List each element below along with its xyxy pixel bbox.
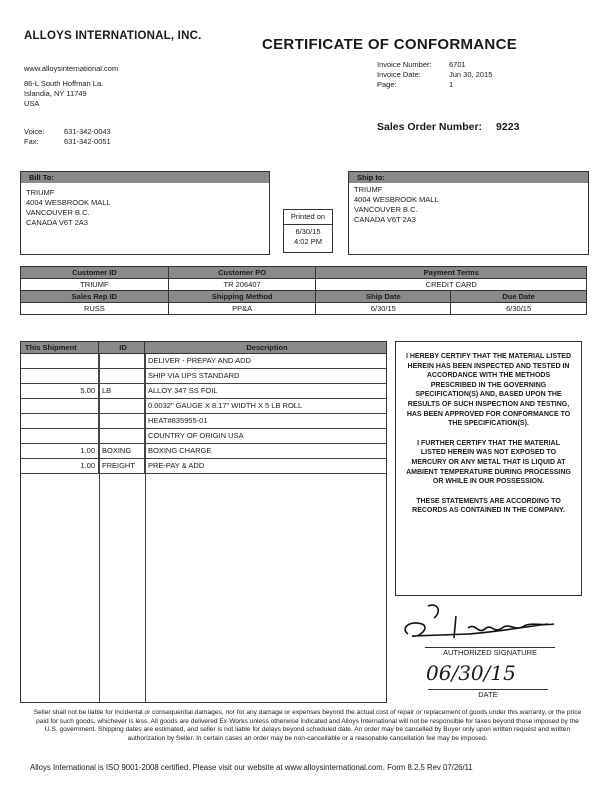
- invoice-date: Jun 30, 2015: [449, 70, 493, 79]
- fax-number: 631-342-0051: [64, 137, 111, 146]
- invoice-info: [377, 60, 492, 90]
- printed-on-label: Printed on: [284, 210, 332, 225]
- invoice-number-label: Invoice Number:: [377, 60, 432, 69]
- line-item-row: [21, 369, 386, 384]
- invoice-number: 6701: [449, 60, 466, 69]
- header-customer-id: Customer ID: [21, 267, 169, 279]
- line-item-unit: [99, 399, 145, 413]
- cert-paragraph-2: I FURTHER CERTIFY THAT THE MATERIAL LISTED HEREIN WAS NOT EXPOSED TO MERCURY OR ANY METAL THAT IS LIQUID AT AMBIENT TEMPERATURE DURING PROCESSING OR WHILE IN OUR POSSESSION.: [406, 439, 571, 486]
- page-number: 1: [449, 80, 454, 89]
- line-item-row: [21, 384, 386, 399]
- line-item-qty: [21, 414, 99, 428]
- line-items-header: [21, 342, 386, 354]
- address-line2: Islandia, NY 11749: [24, 89, 87, 98]
- line-item-qty: [21, 429, 99, 443]
- fax-label: Fax:: [24, 137, 39, 146]
- line-item-description: HEAT#835955-01: [148, 416, 208, 425]
- company-address: [24, 64, 118, 109]
- line-items-table: [20, 341, 387, 703]
- line-item-unit: [99, 429, 145, 443]
- line-item-description: DELIVER - PREPAY AND ADD: [148, 356, 251, 365]
- invoice-date-label: Invoice Date:: [377, 70, 421, 79]
- line-item-row: [21, 429, 386, 444]
- bill-to-line: 4004 WESBROOK MALL: [26, 198, 111, 207]
- cert-paragraph-1: I HEREBY CERTIFY THAT THE MATERIAL LISTED HEREIN HAS BEEN INSPECTED AND TESTED IN ACCORDANCE WITH THE METHODS PRESCRIBED IN THE GOVERNING SPECIFICATION(S) AND, BASED UPON THE RESULTS OF SUCH INSPECTION AND TESTING, HAS BEEN APPROVED FOR CONFORMANCE TO THE SPECIFICATION(S).: [405, 353, 572, 428]
- header-id: ID: [99, 342, 145, 353]
- line-item-description: ALLOY 347 SS FOIL: [148, 386, 218, 395]
- bill-to-line: TRIUMF: [26, 188, 55, 197]
- line-item-qty: [21, 369, 99, 383]
- printed-date: 6/30/15: [295, 227, 321, 236]
- line-item-row: [21, 444, 386, 459]
- due-date-value: 6/30/15: [451, 303, 587, 315]
- header-sales-rep: Sales Rep ID: [21, 291, 169, 303]
- line-item-unit: [99, 414, 145, 428]
- line-item-description: BOXING CHARGE: [148, 446, 212, 455]
- document-title: CERTIFICATE OF CONFORMANCE: [262, 36, 518, 53]
- company-website: www.alloysinternational.com: [24, 64, 119, 73]
- address-country: USA: [24, 99, 40, 108]
- footer-text: Alloys International is ISO 9001-2008 certified. Please visit our website at www.alloysinternational.com. Form 8.2.5 Rev 07/26/11: [30, 763, 473, 772]
- customer-po-value: TR 206407: [168, 279, 316, 291]
- line-item-unit: [99, 369, 145, 383]
- handwritten-date: 06/30/15: [426, 661, 516, 685]
- line-item-row: [21, 399, 386, 414]
- disclaimer-text: Seller shall not be liable for incidental or consequential damages, nor for any damage or expenses beyond the actual cost of repair or replacement of goods under this warranty, or the price paid for such goods, whichever is less. All goods are delivered Ex-Works unless otherwise indicated and Alloys International will not be responsible for taxes beyond those imposed by the U.S. government. Shipping dates are estimated, and seller is not liable for delays beyond scheduled date. An order may be cancelled by Buyer only upon written request and written authorization by Seller. In certain cases an order may be non-cancellable or a reasonable cancellation fee may be imposed.: [33, 709, 582, 742]
- ship-to-address: [349, 183, 588, 230]
- signature-scribble: [398, 598, 578, 648]
- header-customer-po: Customer PO: [168, 267, 316, 279]
- line-item-description: 0.0032" GAUGE X 8.17" WIDTH X 5 LB ROLL: [148, 401, 303, 410]
- line-item-row: [21, 459, 386, 474]
- line-item-description: SHIP VIA UPS STANDARD: [148, 371, 240, 380]
- payment-terms-value: CREDIT CARD: [316, 279, 587, 291]
- bill-to-address: [21, 183, 269, 233]
- line-item-unit: LB: [99, 384, 145, 398]
- ship-to-line: 4004 WESBROOK MALL: [354, 195, 439, 204]
- voice-number: 631-342-0043: [64, 127, 111, 136]
- bill-to-header: Bill To:: [21, 172, 269, 183]
- sales-order-label: Sales Order Number:: [377, 121, 483, 133]
- line-item-unit: [99, 354, 145, 368]
- shipping-method-value: PP&A: [168, 303, 316, 315]
- line-item-row: [21, 414, 386, 429]
- header-ship-date: Ship Date: [316, 291, 451, 303]
- line-item-qty: 5.00: [21, 384, 99, 398]
- ship-to-line: TRIUMF: [354, 185, 383, 194]
- sales-rep-value: RUSS: [21, 303, 169, 315]
- line-item-unit: FREIGHT: [99, 459, 145, 473]
- ship-date-value: 6/30/15: [316, 303, 451, 315]
- line-items-body: [21, 354, 386, 474]
- line-item-qty: 1.00: [21, 459, 99, 473]
- header-due-date: Due Date: [451, 291, 587, 303]
- company-contact: [24, 127, 111, 147]
- line-item-qty: [21, 399, 99, 413]
- header-payment-terms: Payment Terms: [316, 267, 587, 279]
- address-line1: 86-L South Hoffman La.: [24, 79, 104, 88]
- header-description: Description: [246, 343, 288, 352]
- sales-order: [377, 121, 519, 133]
- cert-paragraph-3: THESE STATEMENTS ARE ACCORDING TO RECORDS AS CONTAINED IN THE COMPANY.: [412, 497, 565, 515]
- bill-to-line: CANADA V6T 2A3: [26, 218, 88, 227]
- customer-id-value: TRIUMF: [21, 279, 169, 291]
- certification-statement: [395, 341, 582, 596]
- line-item-description: COUNTRY OF ORIGIN USA: [148, 431, 244, 440]
- printed-on-box: [283, 209, 333, 253]
- header-shipping-method: Shipping Method: [168, 291, 316, 303]
- voice-label: Voice:: [24, 127, 45, 136]
- ship-to-line: VANCOUVER B.C.: [354, 205, 418, 214]
- printed-time: 4:02 PM: [294, 237, 322, 246]
- bill-to-box: [20, 171, 270, 255]
- date-label: DATE: [478, 690, 498, 699]
- company-name: ALLOYS INTERNATIONAL, INC.: [24, 30, 202, 42]
- sales-order-number: 9223: [496, 121, 520, 133]
- ship-to-line: CANADA V6T 2A3: [354, 215, 416, 224]
- line-item-qty: [21, 354, 99, 368]
- page-label: Page:: [377, 80, 397, 89]
- header-this-shipment: This Shipment: [21, 342, 99, 353]
- line-item-row: [21, 354, 386, 369]
- line-item-description: PRE-PAY & ADD: [148, 461, 205, 470]
- bill-to-line: VANCOUVER B.C.: [26, 208, 90, 217]
- ship-to-header: Ship to:: [349, 172, 588, 183]
- line-item-unit: BOXING: [99, 444, 145, 458]
- ship-to-box: [348, 171, 589, 255]
- customer-info-table: [20, 266, 587, 315]
- authorized-signature-label: AUTHORIZED SIGNATURE: [442, 648, 538, 657]
- line-item-qty: 1.00: [21, 444, 99, 458]
